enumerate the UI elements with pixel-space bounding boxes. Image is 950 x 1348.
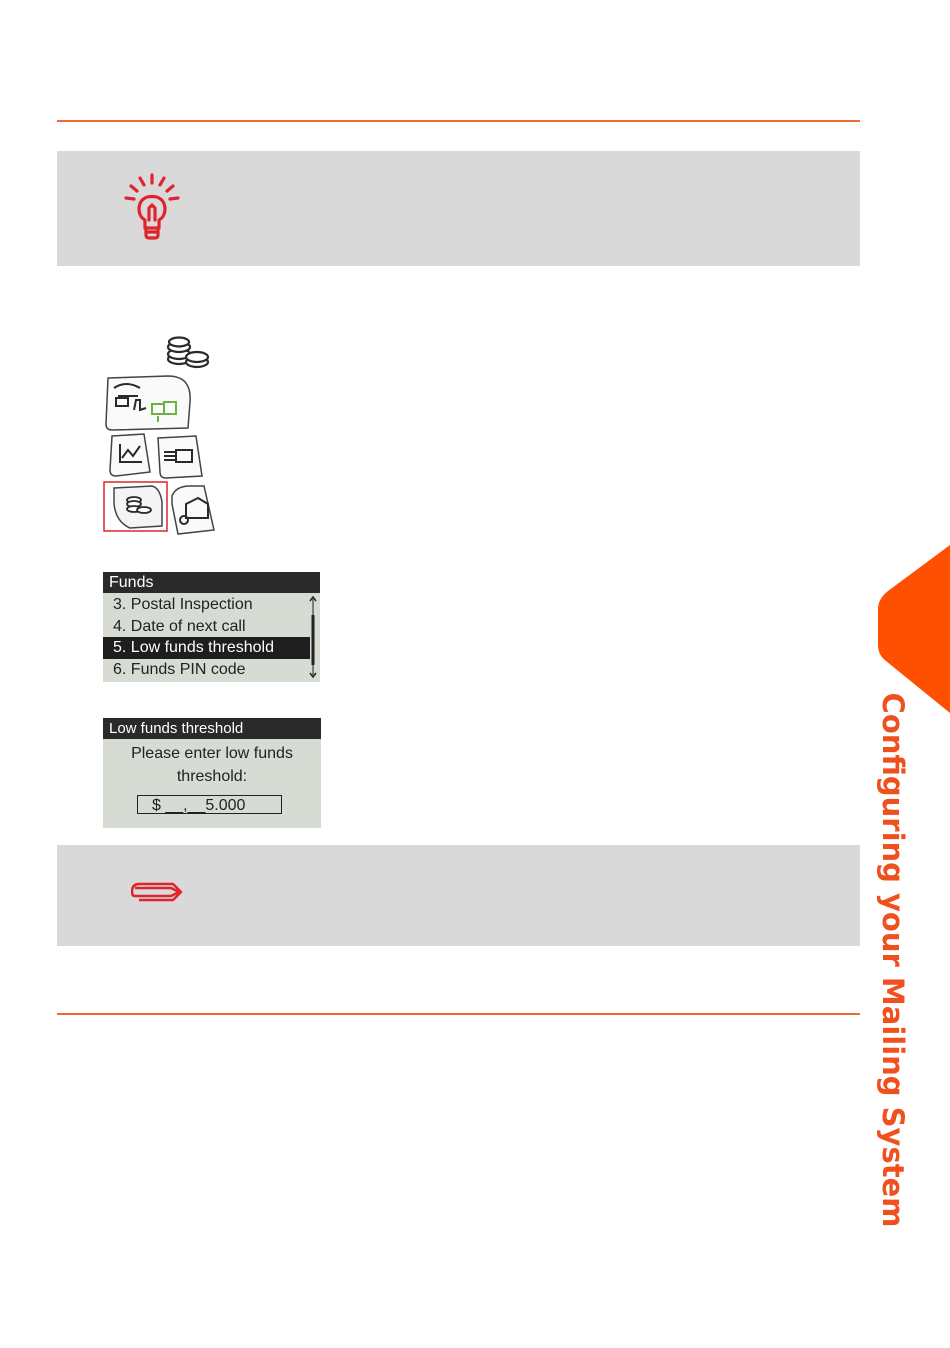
funds-key[interactable] <box>114 486 162 528</box>
note-box <box>57 845 860 946</box>
feeder-key[interactable] <box>158 436 202 478</box>
setup-key[interactable] <box>172 486 214 534</box>
menu-item[interactable]: 6. Funds PIN code <box>113 660 246 678</box>
menu-list <box>103 593 320 680</box>
menu-item[interactable]: 3. Postal Inspection <box>113 596 253 613</box>
threshold-screen <box>103 718 321 828</box>
screen-title: Funds <box>103 572 320 593</box>
chapter-tab <box>878 545 950 713</box>
menu-item-selected[interactable]: 5. Low funds threshold <box>103 637 310 659</box>
chapter-title: Configuring your Mailing System <box>876 692 910 1228</box>
settings-key[interactable] <box>106 376 190 430</box>
section-divider-top <box>57 120 860 122</box>
threshold-input[interactable]: $ __,__5.000 <box>137 795 282 814</box>
lightbulb-icon <box>123 172 181 244</box>
paperclip-icon <box>131 880 183 904</box>
menu-item[interactable]: 4. Date of next call <box>113 617 246 635</box>
prompt-line: threshold: <box>176 768 248 785</box>
funds-menu-screen <box>103 572 320 682</box>
threshold-prompt <box>103 742 321 788</box>
control-panel-keys <box>100 372 225 542</box>
prompt-line: Please enter low funds <box>131 745 293 762</box>
screen-title: Low funds threshold <box>103 718 321 739</box>
coins-icon <box>164 336 212 370</box>
statistics-key[interactable] <box>110 434 150 476</box>
section-divider-bottom <box>57 1013 860 1015</box>
scrollbar[interactable] <box>308 595 318 679</box>
tip-box <box>57 151 860 266</box>
